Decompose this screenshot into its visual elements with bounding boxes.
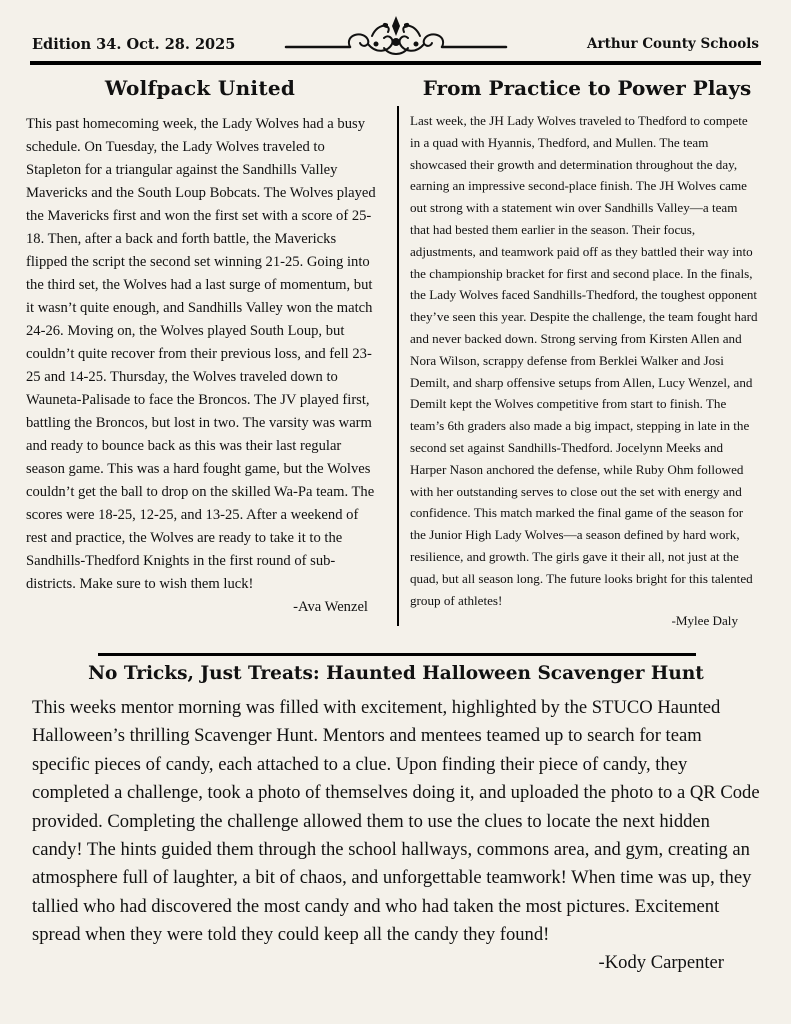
left-article-body: This past homecoming week, the Lady Wolves had a busy schedule. On Tuesday, the Lady Wolves traveled to Stapleton for a triangular against the Sandhills Valley Mavericks and the South Loup Bobcats. The Wolves played the Mavericks first and won the first set with a score of 25-18. Then, after a back and forth battle, the Mavericks flipped the script the second set winning 21-25. Going into the third set, the Wolves had a last surge of momentum, but it wasn’t quite enough, and Sandhills Valley won the match 24-26. Moving on, the Wolves played South Loup, but couldn’t quite recover from their previous loss, and fell 23-25 and 14-25. Thursday, the Wolves traveled down to Wauneta-Palisade to face the Broncos. The JV played first, battling the Broncos, but lost in two. The varsity was warm and ready to bounce back as this was their last regular season game. This was a hard fought game, but the Wolves couldn’t get the ball to drop on the skilled Wa-Pa team. The scores were 18-25, 12-25, and 13-25. After a weekend of rest and practice, the Wolves are ready to take it to the Sandhills-Thedford Knights in the first round of sub-districts. Make sure to wish them luck! [26,116,376,592]
column-divider [397,106,399,626]
right-article-byline: -Mylee Daly [671,613,738,629]
right-article-body: Last week, the JH Lady Wolves traveled to Thedford to compete in a quad with Hyannis, Thedford, and Mullen. The team showcased their growth and determination throughout the day, earning an impressive second-place finish. The JH Wolves came out strong with a statement win over Sandhills Valley—a team that had bested them earlier in the season. Their focus, adjustments, and teamwork paid off as they battled their way into the championship bracket for first and second place. In the finals, the Lady Wolves faced Sandhills-Thedford, the toughest opponent they’ve seen this year. Despite the challenge, the team fought hard and never backed down. Strong serving from Kirsten Allen and Nora Wilson, scrappy defense from Berklei Walker and Josi Demilt, and sharp offensive setups from Allen, Lucy Wenzel, and Demilt kept the Wolves competitive from start to finish. The team’s 6th graders also made a big impact, stepping in late in the second set against Sandhills-Thedford. Jocelynn Meeks and Harper Nason anchored the defense, while Ruby Ohm followed with her outstanding serves to close out the set with energy and confidence. This match marked the final game of the season for the Junior High Lady Wolves—a season defined by hard work, resilience, and growth. The girls gave it their all, not just at the quad, but all season long. The future looks bright for this talented group of athletes! [410,113,758,608]
right-article [410,72,762,631]
top-divider [30,61,761,65]
middle-divider [98,653,696,656]
right-article-title: From Practice to Power Plays [422,76,752,100]
edition-label: Edition 34. Oct. 28. 2025 [32,36,236,53]
masthead [30,14,761,64]
school-name: Arthur County Schools [587,36,759,52]
left-article [26,72,378,618]
bottom-article [32,663,760,976]
flourish-ornament-icon [284,14,508,58]
bottom-article-byline: -Kody Carpenter [598,951,724,973]
bottom-article-title: No Tricks, Just Treats: Haunted Halloween Scavenger Hunt [88,663,704,684]
left-article-title: Wolfpack United [104,76,296,100]
bottom-article-body: This weeks mentor morning was filled with excitement, highlighted by the STUCO Haunted Halloween’s thrilling Scavenger Hunt. Mentors and mentees teamed up to search for team specific pieces of candy, each attached to a clue. Upon finding their piece of candy, they completed a challenge, took a photo of themselves doing it, and uploaded the photo to a QR Code provided. Completing the challenge allowed them to use the clues to locate the next hidden candy! The hints guided them through the school hallways, commons area, and gym, creating an atmosphere full of laughter, a bit of chaos, and unforgettable teamwork! When time was up, they tallied who had discovered the most candy and who had taken the most pictures. Excitement spread when they were told they could keep all the candy they found! [32,697,760,946]
left-article-byline: -Ava Wenzel [293,599,368,615]
